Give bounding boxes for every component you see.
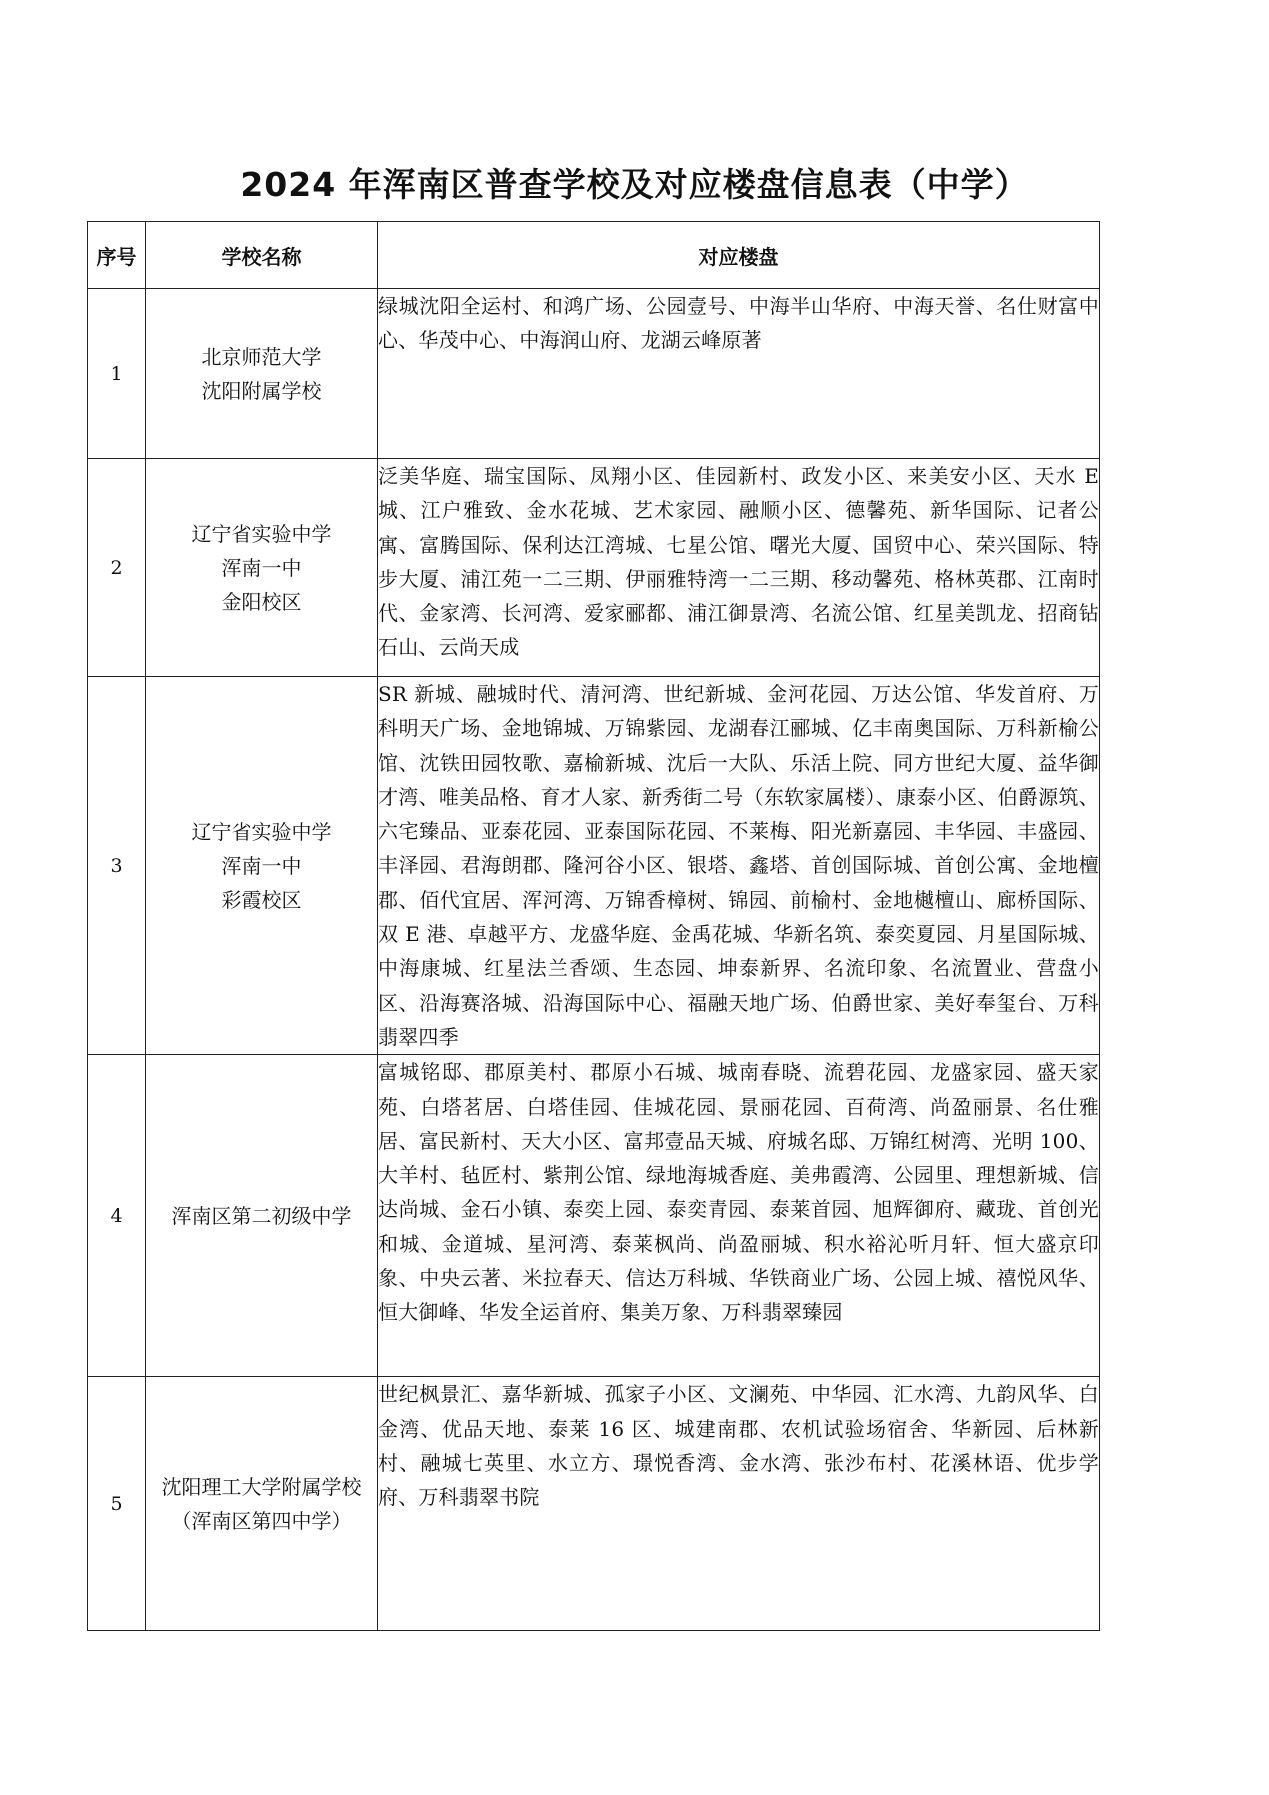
school-name-line: （浑南区第四中学） bbox=[171, 1508, 352, 1533]
estate-list: 泛美华庭、瑞宝国际、凤翔小区、佳园新村、政发小区、来美安小区、天水 E 城、江户雅致、金水花城、艺术家园、融顺小区、德馨苑、新华国际、记者公寓、富腾国际、保利达江湾城、七星公馆、曙光大厦、国贸中心、荣兴国际、特步大厦、浦江苑一二三期、伊丽雅特湾一二三期、移动馨苑、格林英郡、江南时代、金家湾、长河湾、爱家郦都、浦江御景湾、名流公馆、红星美凯龙、招商钻石山、云尚天成 bbox=[378, 459, 1100, 677]
school-name-line: 浑南一中 bbox=[221, 853, 302, 878]
estate-list: 富城铭邸、郡原美村、郡原小石城、城南春晓、流碧花园、龙盛家园、盛天家苑、白塔茗居、白塔佳园、佳城花园、景丽花园、百荷湾、尚盈丽景、名仕雅居、富民新村、天大小区、富邦壹品天城、府城名邸、万锦红树湾、光明 100、大羊村、毡匠村、紫荆公馆、绿地海城香庭、美弗霞湾、公园里、理想新城、信达尚城、金石小镇、泰奕上园、泰奕青园、泰莱首园、旭辉御府、藏珑、首创光和城、金道城、星河湾、泰莱枫尚、尚盈丽城、积水裕沁听月轩、恒大盛京印象、中央云著、米拉春天、信达万科城、华铁商业广场、公园上城、禧悦风华、恒大御峰、华发全运首府、集美万象、万科翡翠臻园 bbox=[378, 1055, 1100, 1377]
header-no: 序号 bbox=[88, 222, 146, 289]
school-name-line: 辽宁省实验中学 bbox=[191, 521, 332, 546]
header-school: 学校名称 bbox=[146, 222, 378, 289]
page-title: 2024 年浑南区普查学校及对应楼盘信息表（中学） bbox=[240, 165, 1029, 204]
estate-list: 世纪枫景汇、嘉华新城、孤家子小区、文澜苑、中华园、汇水湾、九韵风华、白金湾、优品天地、泰莱 16 区、城建南郡、农机试验场宿舍、华新园、后林新村、融城七英里、水立方、璟悦香湾、金水湾、张沙布村、花溪林语、优步学府、万科翡翠书院 bbox=[378, 1377, 1100, 1631]
school-name-line: 沈阳理工大学附属学校 bbox=[161, 1474, 362, 1499]
row-no: 5 bbox=[88, 1377, 146, 1631]
school-name bbox=[146, 1377, 378, 1631]
school-name-line: 彩霞校区 bbox=[221, 887, 302, 912]
school-name-line: 浑南区第二初级中学 bbox=[171, 1203, 352, 1228]
school-name-line: 北京师范大学 bbox=[201, 344, 322, 369]
row-no: 3 bbox=[88, 677, 146, 1055]
school-name bbox=[146, 459, 378, 677]
header-estates: 对应楼盘 bbox=[378, 222, 1100, 289]
school-estate-table bbox=[87, 221, 1100, 1631]
estate-list: 绿城沈阳全运村、和鸿广场、公园壹号、中海半山华府、中海天誉、名仕财富中心、华茂中心、中海润山府、龙湖云峰原著 bbox=[378, 289, 1100, 459]
table-row bbox=[88, 459, 1100, 677]
school-name bbox=[146, 1055, 378, 1377]
table-row bbox=[88, 677, 1100, 1055]
table-row bbox=[88, 289, 1100, 459]
table-header-row bbox=[88, 222, 1100, 289]
school-name-line: 浑南一中 bbox=[221, 555, 302, 580]
row-no: 4 bbox=[88, 1055, 146, 1377]
table-row bbox=[88, 1055, 1100, 1377]
school-name-line: 金阳校区 bbox=[221, 589, 302, 614]
table-row bbox=[88, 1377, 1100, 1631]
estate-list: SR 新城、融城时代、清河湾、世纪新城、金河花园、万达公馆、华发首府、万科明天广场、金地锦城、万锦紫园、龙湖春江郦城、亿丰南奥国际、万科新榆公馆、沈铁田园牧歌、嘉榆新城、沈后一大队、乐活上院、同方世纪大厦、益华御才湾、唯美品格、育才人家、新秀街二号（东软家属楼）、康泰小区、伯爵源筑、六宅臻品、亚泰花园、亚泰国际花园、不莱梅、阳光新嘉园、丰华园、丰盛园、丰泽园、君海朗郡、隆河谷小区、银塔、鑫塔、首创国际城、首创公寓、金地檀郡、佰代宜居、浑河湾、万锦香樟树、锦园、前榆村、金地樾檀山、廊桥国际、双 E 港、卓越平方、龙盛华庭、金禹花城、华新名筑、泰奕夏园、月星国际城、中海康城、红星法兰香颂、生态园、坤泰新界、名流印象、名流置业、营盘小区、沿海赛洛城、沿海国际中心、福融天地广场、伯爵世家、美好奉玺台、万科翡翠四季 bbox=[378, 677, 1100, 1055]
row-no: 1 bbox=[88, 289, 146, 459]
school-name bbox=[146, 677, 378, 1055]
school-name-line: 沈阳附属学校 bbox=[201, 378, 322, 403]
school-name bbox=[146, 289, 378, 459]
row-no: 2 bbox=[88, 459, 146, 677]
school-name-line: 辽宁省实验中学 bbox=[191, 819, 332, 844]
